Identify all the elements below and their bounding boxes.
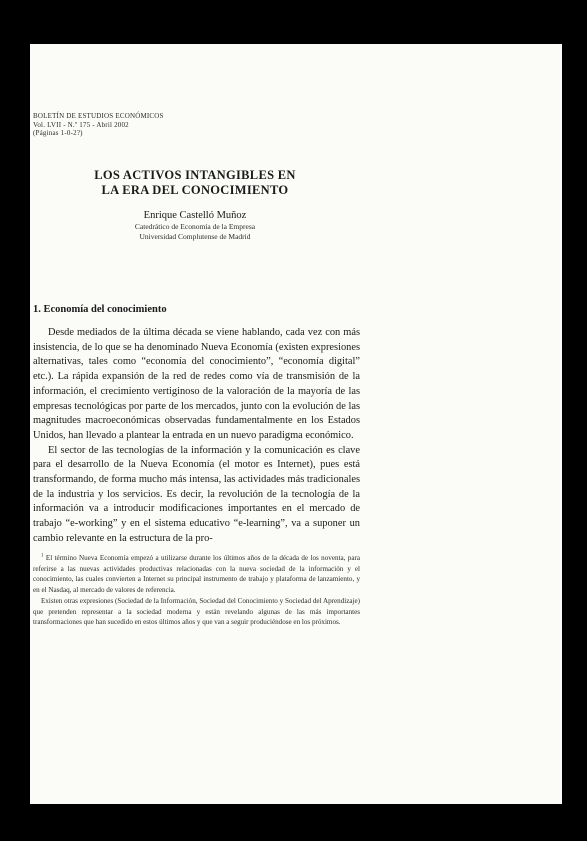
affiliation-line-1: Catedrático de Economía de la Empresa <box>134 222 256 231</box>
journal-volume: Vol. LVII - N.º 175 - Abril 2002 <box>33 120 129 129</box>
footnote-2: Existen otras expresiones (Sociedad de la Información, Sociedad del Conocimiento y Sociedad del Aprendizaje) que pretenden representar a la sociedad moderna y están revelando algunas de las más importantes transformaciones que han sucedido en estos últimos años y que van a seguir produciéndose en los próximos. <box>33 596 360 627</box>
document-page <box>30 44 562 804</box>
paragraph-2: El sector de las tecnologías de la información y la comunicación es clave para el desarrollo de la Nueva Economía (el motor es Internet), pues está transformando, de forma mucho más intensa, las actividades más tradicionales de la industria y los servicios. Es decir, la revolución de la tecnología de la información va a introducir modificaciones importantes en el mercado de trabajo “e-working” y en el sistema educativo “e-learning”, va a suponer un cambio relevante en la estructura de la pro- <box>33 444 360 544</box>
footnote-1 <box>33 553 360 596</box>
footnotes <box>33 553 360 628</box>
body-text <box>33 326 360 547</box>
author-name: Enrique Castelló Muñoz <box>143 210 247 221</box>
journal-name: BOLETÍN DE ESTUDIOS ECONÓMICOS <box>33 112 164 120</box>
article-title <box>30 168 360 198</box>
footnote-1-text: El término Nueva Economía empezó a utilizarse durante los últimos años de la década de los noventa, para referirse a las nuevas actividades productivas relacionadas con la nueva sociedad de la información y el conocimiento, las cuales convierten a Internet su principal instrumento de trabajo y plataforma de lanzamiento, y en el Nasdaq, al mercado de valores de referencia. <box>33 554 360 595</box>
title-line-2: LA ERA DEL CONOCIMIENTO <box>101 183 289 197</box>
footnote-1-mark: 1 <box>41 553 44 559</box>
paragraph-1: Desde mediados de la última década se viene hablando, cada vez con más insistencia, de lo que se ha denominado Nueva Economía (existen expresiones alternativas, tales como “economía del conocimiento”, “economía digital” etc.). La rápida expansión de la red de redes como vía de transmisión de la información, el crecimiento vertiginoso de la valoración de la mayoría de las empresas tecnológicas por parte de los mercados, junto con la evolución de las magnitudes macroeconómicas observadas fundamentalmente en los Estados Unidos, han llevado a plantear la entrada en un nuevo paradigma económico. <box>33 327 360 441</box>
title-block <box>30 168 360 242</box>
journal-header <box>33 112 164 138</box>
author-affiliation <box>30 222 360 242</box>
affiliation-line-2: Universidad Complutense de Madrid <box>139 232 251 241</box>
section-heading: 1. Economía del conocimiento <box>33 304 167 315</box>
journal-pages: (Páginas 1-0-2?) <box>33 129 83 137</box>
title-line-1: LOS ACTIVOS INTANGIBLES EN <box>94 168 296 182</box>
